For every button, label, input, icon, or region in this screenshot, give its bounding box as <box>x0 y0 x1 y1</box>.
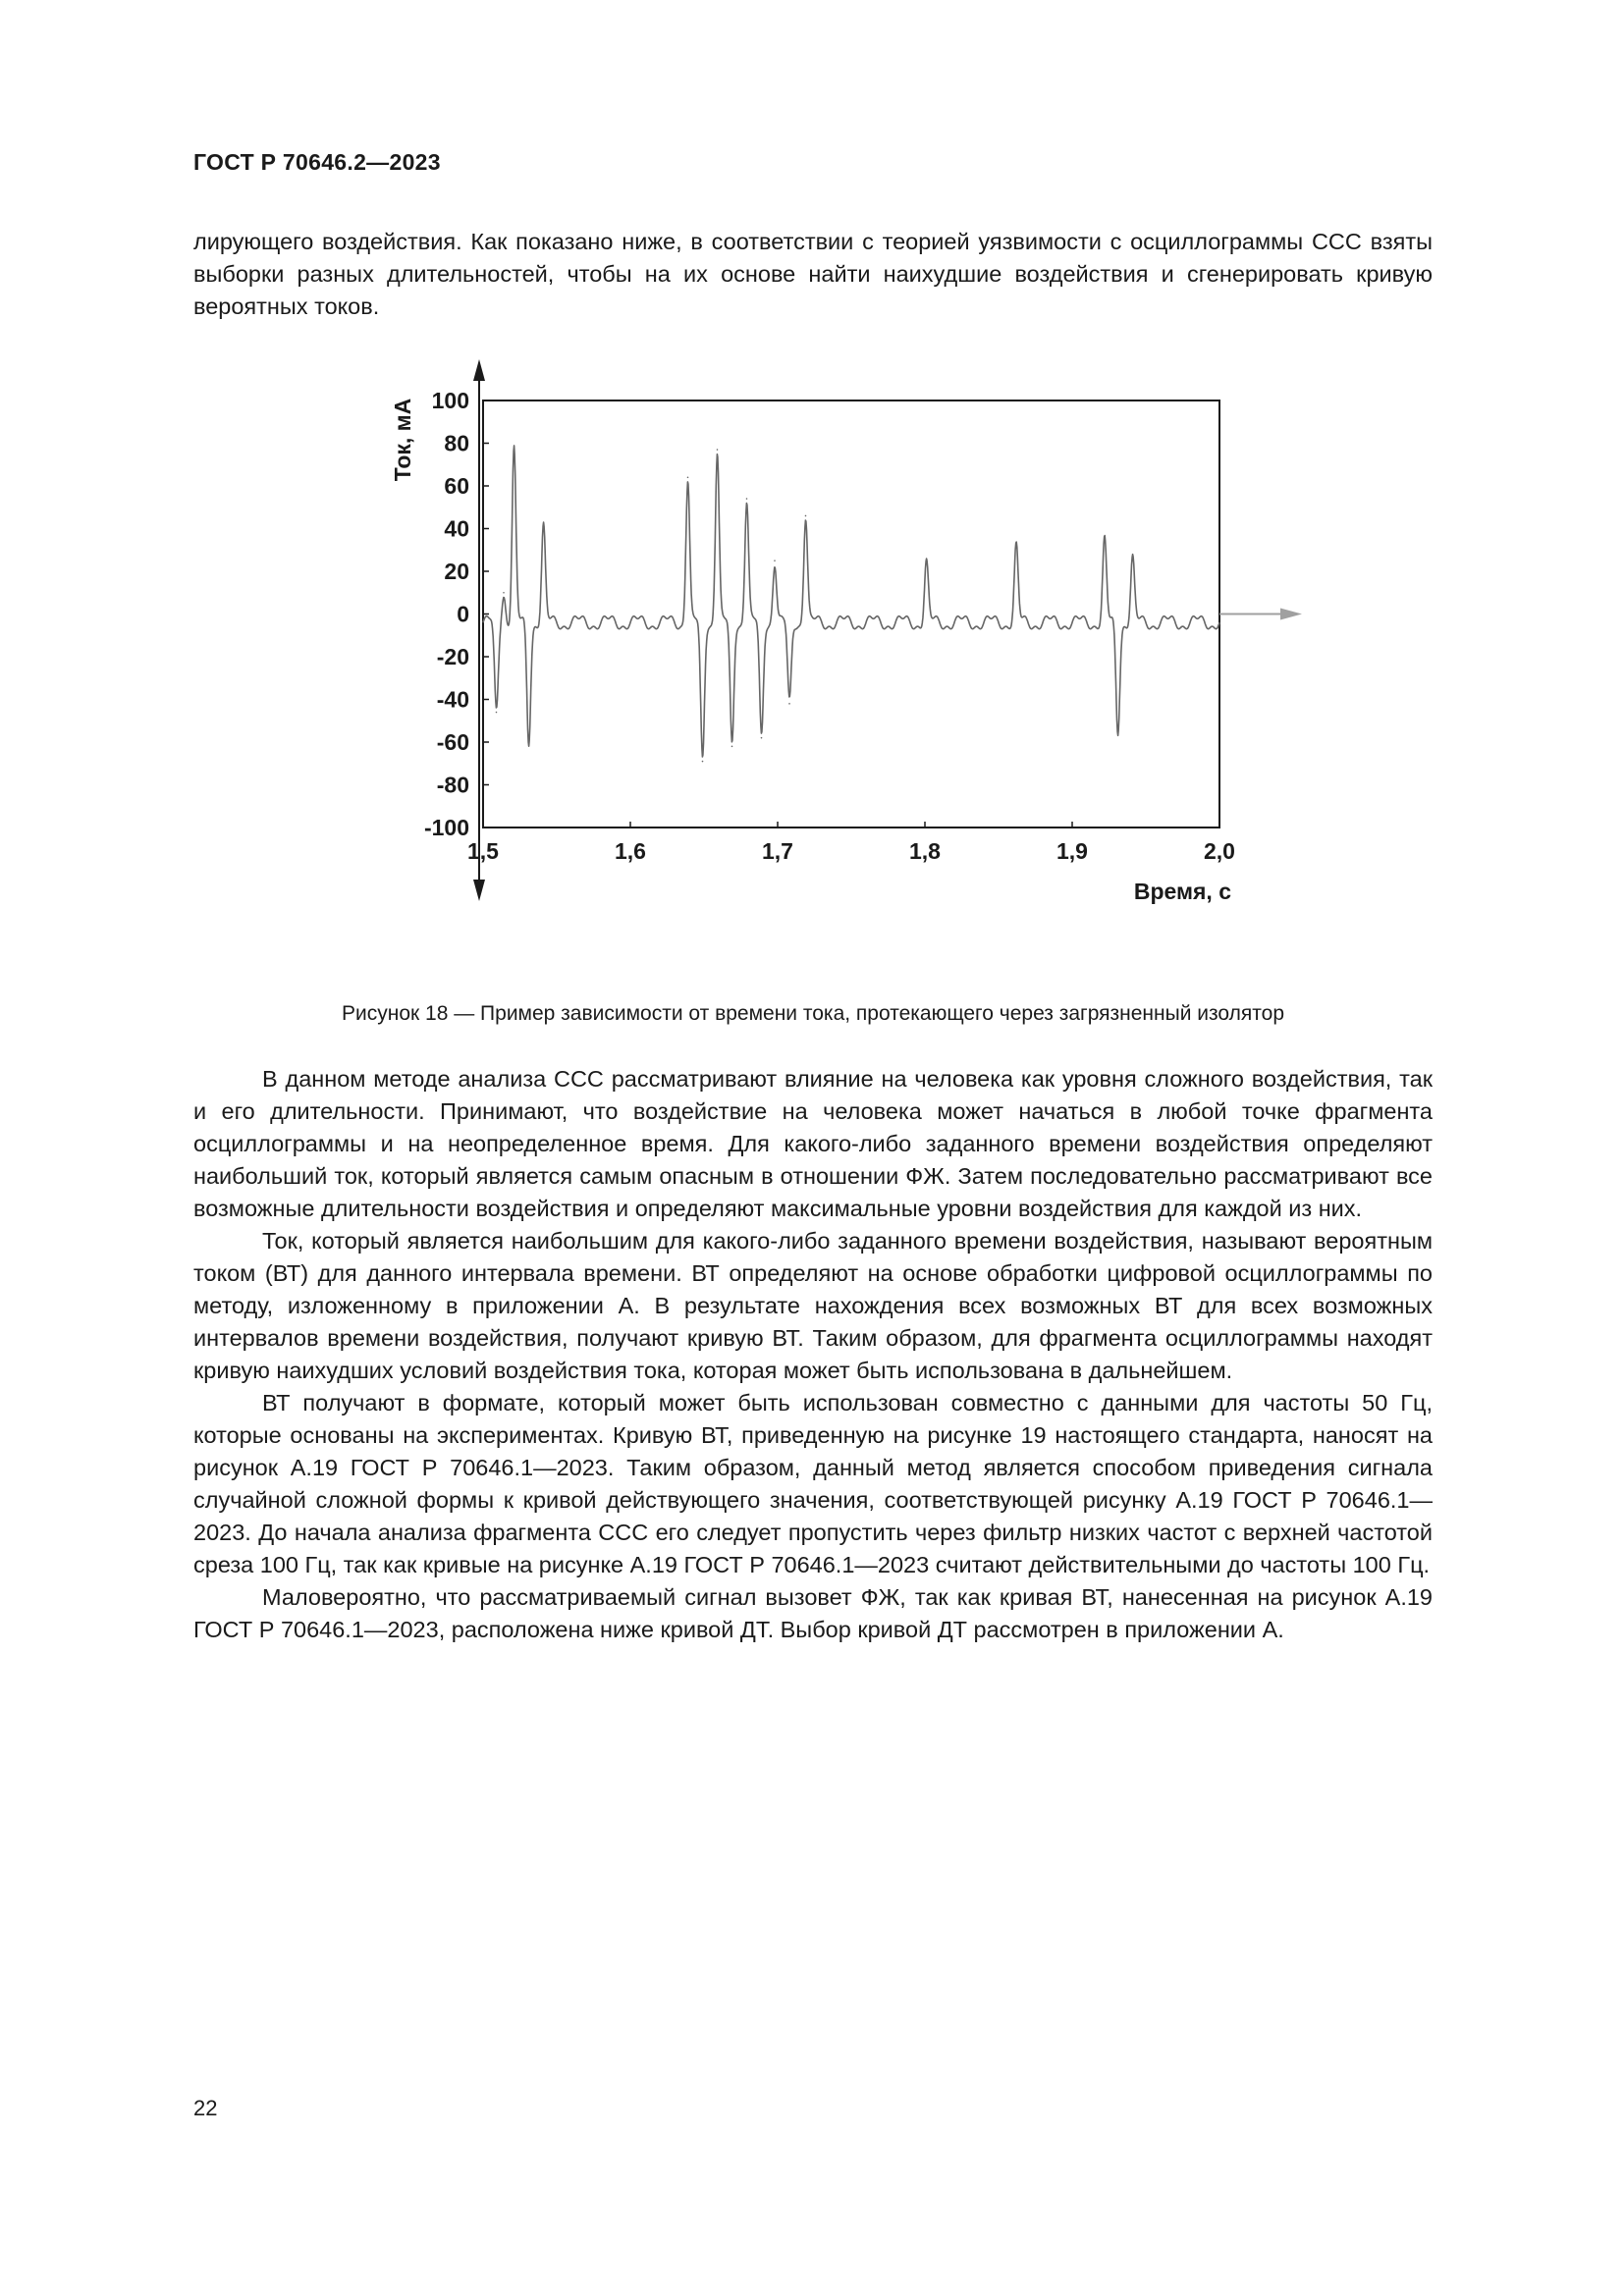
y-tick-label: -100 <box>423 815 469 840</box>
x-tick-label: 1,6 <box>615 838 646 864</box>
x-tick-label: 1,7 <box>762 838 793 864</box>
spike-point <box>1117 730 1119 732</box>
y-tick-label: -20 <box>436 644 469 669</box>
y-axis-arrow-down <box>473 880 485 901</box>
y-axis-arrow-up <box>473 359 485 381</box>
intro-paragraph <box>193 226 1433 323</box>
y-tick-label: 100 <box>431 388 469 413</box>
paragraph: лирующего воздействия. Как показано ниже, в соответствии с теорией уязвимости с осциллограммы ССС взяты выборки разных длительностей, чтобы на их основе найти наихудшие воздействия и сгенерировать кривую вероятных токов. <box>193 229 1433 319</box>
spike-point <box>496 712 498 714</box>
page-number: 22 <box>193 2096 218 2120</box>
y-tick-label: 60 <box>444 473 469 499</box>
x-tick-label: 1,5 <box>467 838 499 864</box>
paragraph: В данном методе анализа ССС рассматривают влияние на человека как уровня сложного воздействия, так и его длительности. Принимают, что воздействие на человека может начаться в любой точке фрагмента осциллограммы и на неопределенное время. Для какого-либо заданного времени воздействия определяют наибольший ток, который является самым опасным в отношении ФЖ. Затем последовательно рассматривают все возможные длительности воздействия и определяют максимальные уровни воздействия для каждой из них. <box>193 1066 1433 1221</box>
document-header: ГОСТ Р 70646.2—2023 <box>193 149 441 175</box>
body-text <box>193 1063 1433 1646</box>
y-tick-label: -60 <box>436 729 469 755</box>
x-tick-label: 2,0 <box>1204 838 1235 864</box>
y-tick-label: 0 <box>457 601 469 627</box>
y-axis-label: Ток, мА <box>390 398 415 482</box>
paragraph: Ток, который является наибольшим для какого-либо заданного времени воздействия, называют вероятным током (ВТ) для данного интервала времени. ВТ определяют на основе обработки цифровой осциллограммы по методу, изложенному в приложении А. В результате нахождения всех возможных ВТ для всех возможных интервалов времени воздействия, получают кривую ВТ. Таким образом, для фрагмента осциллограммы находят кривую наихудших условий воздействия тока, которая может быть использована в дальнейшем. <box>193 1228 1433 1383</box>
spike-point <box>926 562 928 564</box>
x-axis-arrow-right <box>1280 609 1302 620</box>
y-tick-label: 40 <box>444 515 469 542</box>
spike-point <box>805 515 807 517</box>
spike-point <box>702 761 704 763</box>
spike-point <box>514 449 515 451</box>
spike-point <box>731 746 733 748</box>
series-line <box>483 446 1219 757</box>
y-tick-label: 20 <box>444 559 469 584</box>
spike-point <box>1104 541 1106 543</box>
spike-point <box>1015 547 1017 549</box>
spike-point <box>543 526 545 528</box>
spike-point <box>528 741 530 743</box>
spike-point <box>746 498 748 500</box>
spike-point <box>687 477 689 479</box>
chart-layer <box>390 359 1302 904</box>
spike-point <box>761 737 763 739</box>
paragraph: Маловероятно, что рассматриваемый сигнал вызовет ФЖ, так как кривая ВТ, нанесенная на рисунок А.19 ГОСТ Р 70646.1—2023, расположена ниже кривой ДТ. Выбор кривой ДТ рассмотрен в приложении А. <box>193 1584 1433 1642</box>
spike-point <box>717 449 719 451</box>
spike-point <box>774 560 776 561</box>
spike-point <box>788 703 790 705</box>
spike-point <box>503 592 505 594</box>
spike-point <box>1132 558 1134 560</box>
paragraph: ВТ получают в формате, который может быть использован совместно с данными для частоты 50 Гц, которые основаны на экспериментах. Кривую ВТ, приведенную на рисунке 19 настоящего стандарта, наносят на рисунок А.19 ГОСТ Р 70646.1—2023. Таким образом, данный метод является способом приведения сигнала случайной сложной формы к кривой действующего значения, соответствующей рисунку А.19 ГОСТ Р 70646.1—2023. До начала анализа фрагмента ССС его следует пропустить через фильтр низких частот с верхней частотой среза 100 Гц, так как кривые на рисунке А.19 ГОСТ Р 70646.1—2023 считают действительными до частоты 100 Гц. <box>193 1390 1433 1577</box>
y-tick-label: -40 <box>436 686 469 713</box>
x-axis-label: Время, с <box>1133 879 1231 904</box>
figure-caption: Рисунок 18 — Пример зависимости от времени тока, протекающего через загрязненный изолятор <box>341 1002 1284 1025</box>
y-tick-label: 80 <box>444 430 469 456</box>
current-vs-time-chart <box>373 346 1316 905</box>
y-tick-label: -80 <box>436 772 469 798</box>
x-tick-label: 1,8 <box>909 838 941 864</box>
x-tick-label: 1,9 <box>1056 838 1088 864</box>
